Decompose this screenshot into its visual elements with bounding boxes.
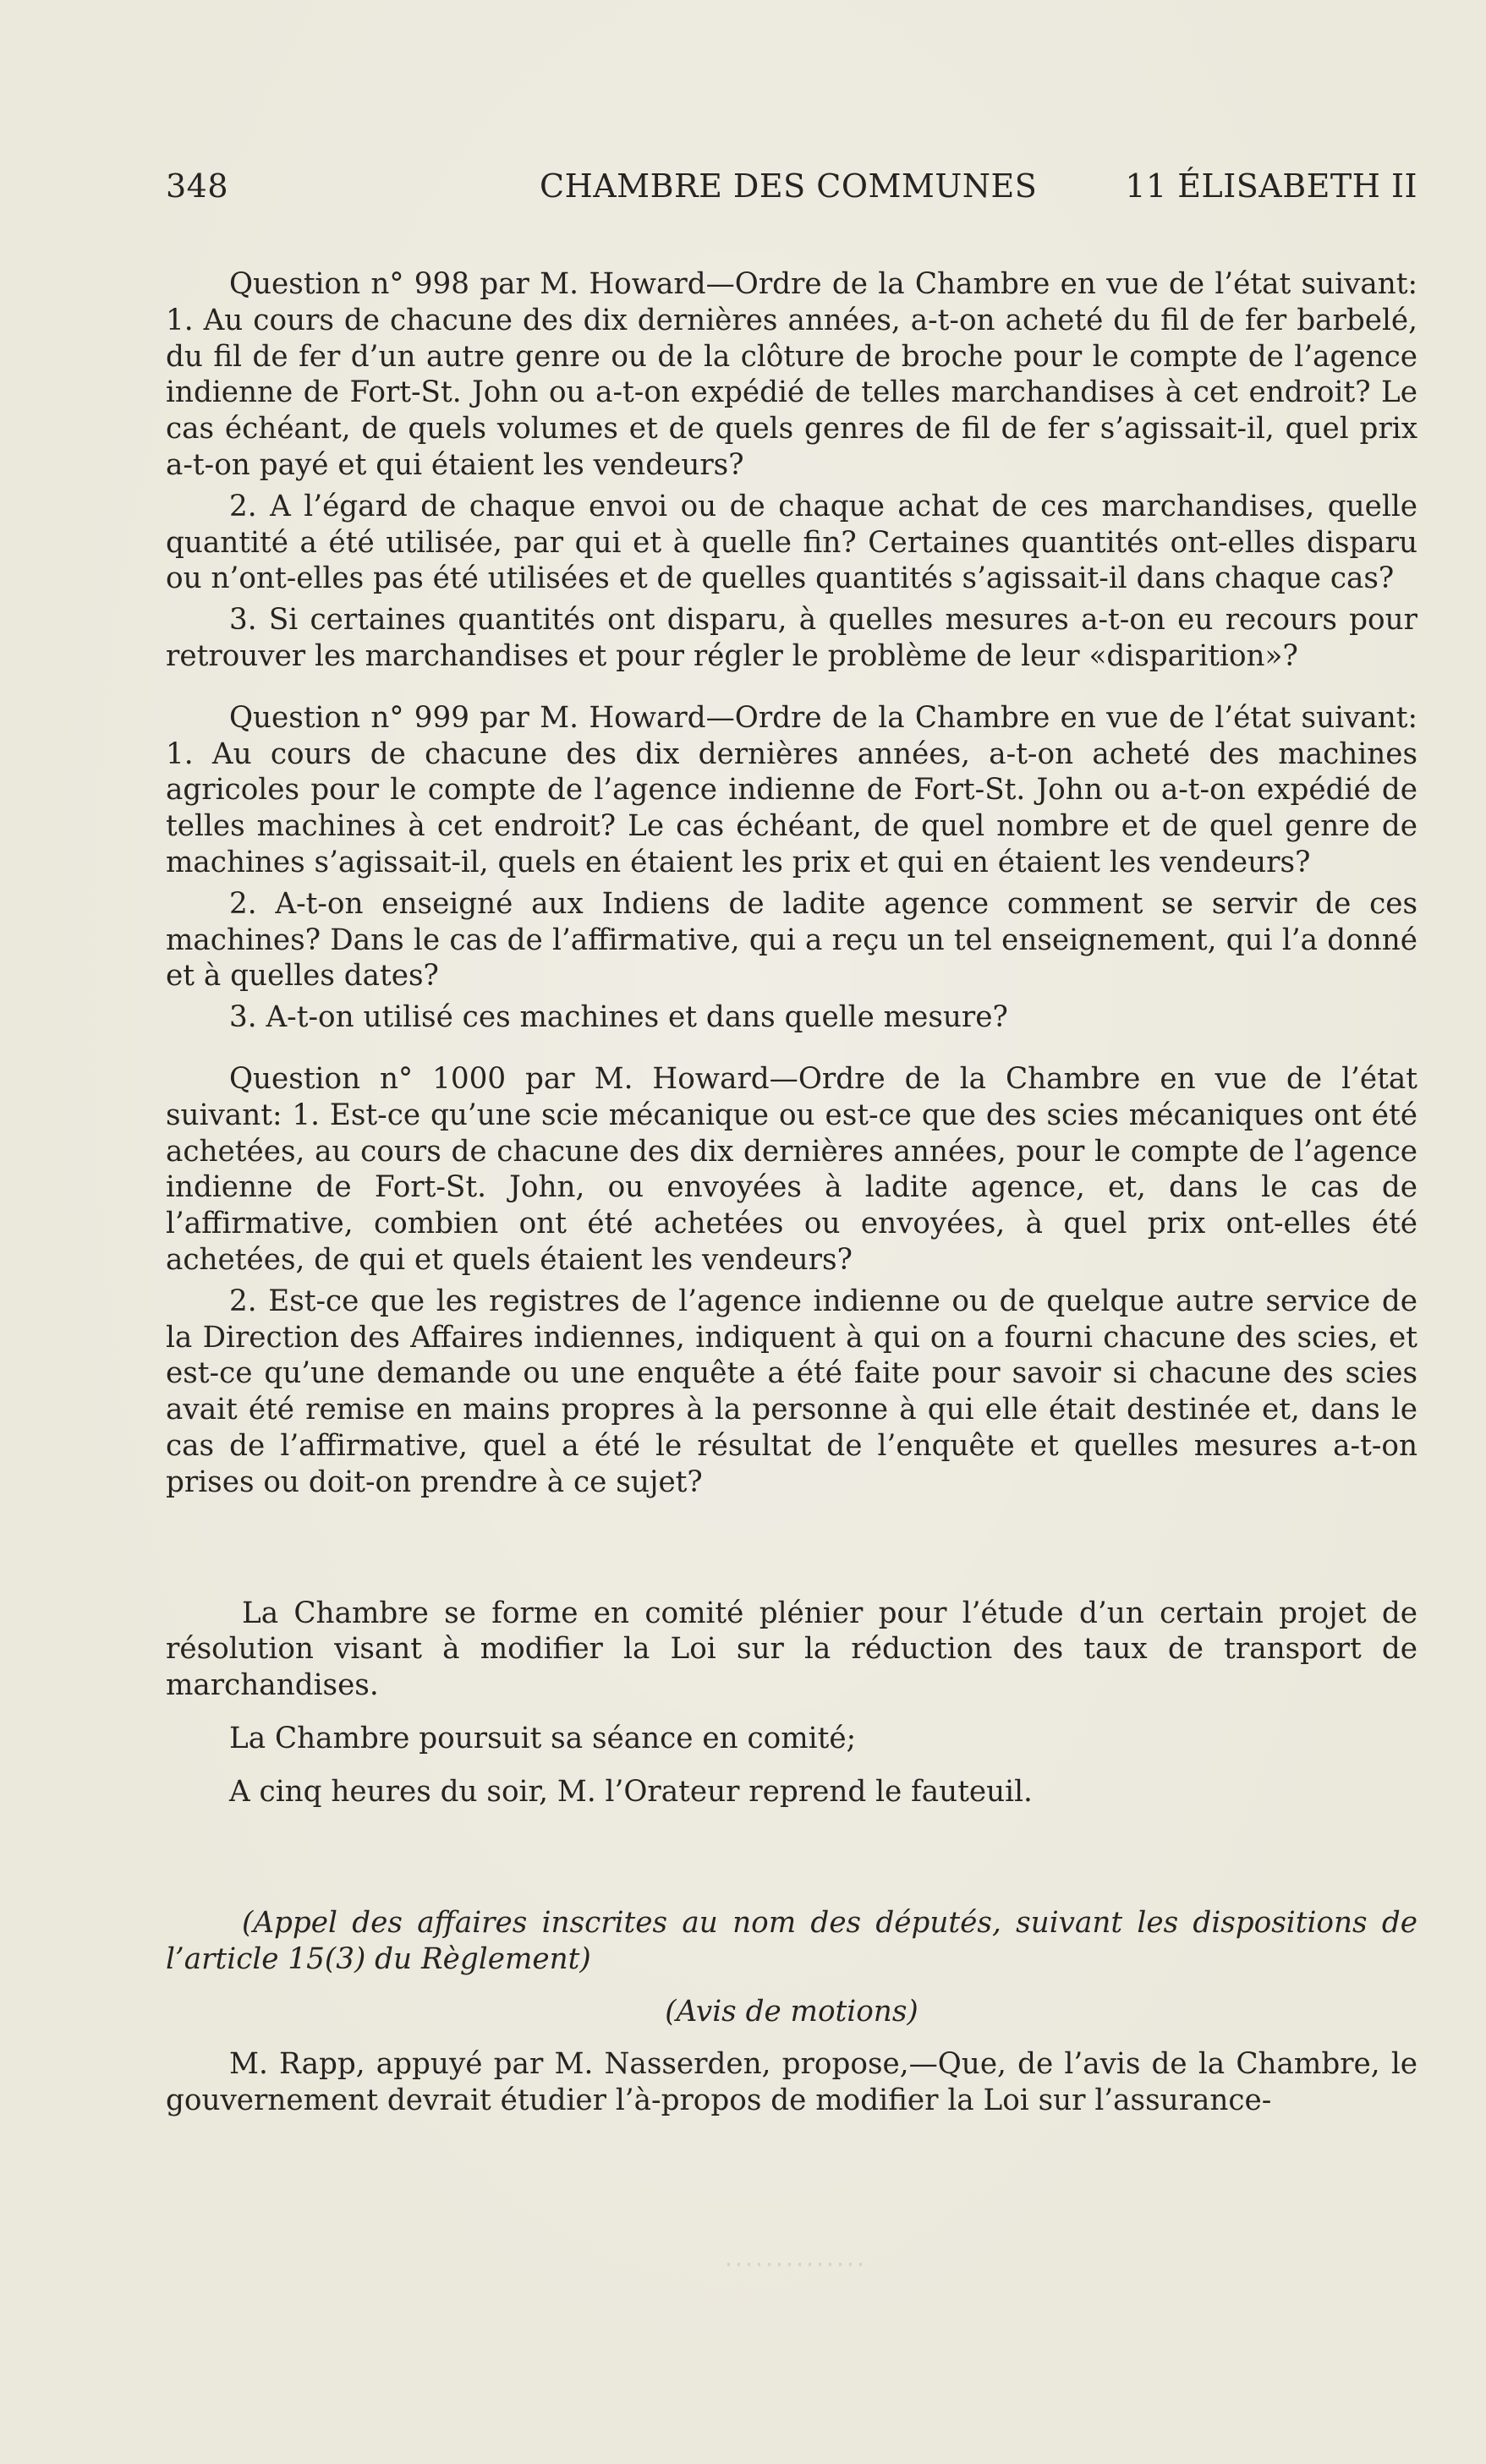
private-members-heading: (Appel des affaires inscrites au nom des députés, suivant les dispositions de l’article 15(3) du Règlement) [166, 1906, 1417, 1977]
motion-rapp: M. Rapp, appuyé par M. Nasserden, propose,—Que, de l’avis de la Chambre, le gouvernement devrait étudier l’à-propos de modifier la Loi sur l’assurance- [166, 2046, 1417, 2117]
question-999-part-2: 2. A-t-on enseigné aux Indiens de ladite agence comment se servir de ces machines? Dans le cas de l’affirmative, qui a reçu un tel enseignement, qui l’a donné et à quelles dates? [166, 886, 1417, 994]
question-1000-part-2: 2. Est-ce que les registres de l’agence indienne ou de quelque autre service de la Direction des Affaires indiennes, indiquent à qui on a fourni chacune des scies, et est-ce qu’une demande ou une enquête a été faite pour savoir si chacune des scies avait été remise en mains propres à la personne à qui elle était destinée et, dans le cas de l’affirmative, quel a été le résultat de l’enquête et quelles mesures a-t-on prises ou doit-on prendre à ce sujet? [166, 1284, 1417, 1499]
running-header [166, 167, 1417, 218]
bleed-through-marks [727, 2263, 863, 2266]
running-title: CHAMBRE DES COMMUNES [540, 167, 1038, 205]
question-998-part-2: 2. A l’égard de chaque envoi ou de chaque achat de ces marchandises, quelle quantité a été utilisée, par qui et à quelle fin? Certaines quantités ont-elles disparu ou n’ont-elles pas été utilisées et de quelles quantités s’agissait-il dans chaque cas? [166, 489, 1417, 596]
notices-of-motions-heading: (Avis de motions) [665, 1995, 918, 2029]
question-999: Question n° 999 par M. Howard—Ordre de la Chambre en vue de l’état suivant: 1. Au cours de chacune des dix dernières années, a-t-on acheté des machines agricoles pour le compte de l’agence indienne de Fort-St. John ou a-t-on expédié de telles machines à cet endroit? Le cas échéant, de quel nombre et de quel genre de machines s’agissait-il, quels en étaient les prix et qui en étaient les vendeurs? [166, 700, 1417, 879]
question-1000: Question n° 1000 par M. Howard—Ordre de la Chambre en vue de l’état suivant: 1. Est-ce qu’une scie mécanique ou est-ce que des scies mécaniques ont été achetées, au cours de chacune des dix dernières années, pour le compte de l’agence indienne de Fort-St. John, ou envoyées à ladite agence, et, dans le cas de l’affirmative, combien ont été achetées ou envoyées, à quel prix ont-elles été achetées, de qui et quels étaient les vendeurs? [166, 1061, 1417, 1277]
question-998: Question n° 998 par M. Howard—Ordre de la Chambre en vue de l’état suivant: 1. Au cours de chacune des dix dernières années, a-t-on acheté du fil de fer barbelé, du fil de fer d’un autre genre ou de la clôture de broche pour le compte de l’agence indienne de Fort-St. John ou a-t-on expédié de telles marchandises à cet endroit? Le cas échéant, de quels volumes et de quels genres de fil de fer s’agissait-il, quel prix a-t-on payé et qui étaient les vendeurs? [166, 267, 1417, 482]
page-content [166, 167, 1417, 2118]
question-998-part-3: 3. Si certaines quantités ont disparu, à quelles mesures a-t-on eu recours pour retrouver les marchandises et pour régler le problème de leur «disparition»? [166, 603, 1417, 673]
committee-continues: La Chambre poursuit sa séance en comité; [229, 1721, 857, 1755]
committee-paragraph: La Chambre se forme en comité plénier pour l’étude d’un certain projet de résolution visant à modifier la Loi sur la réduction des taux de transport de marchandises. [166, 1596, 1417, 1703]
page-number: 348 [166, 167, 229, 205]
speaker-resumes: A cinq heures du soir, M. l’Orateur reprend le fauteuil. [229, 1774, 1033, 1809]
question-999-part-3: 3. A-t-on utilisé ces machines et dans quelle mesure? [229, 1000, 1008, 1035]
regnal-year: 11 ÉLISABETH II [1125, 167, 1417, 205]
